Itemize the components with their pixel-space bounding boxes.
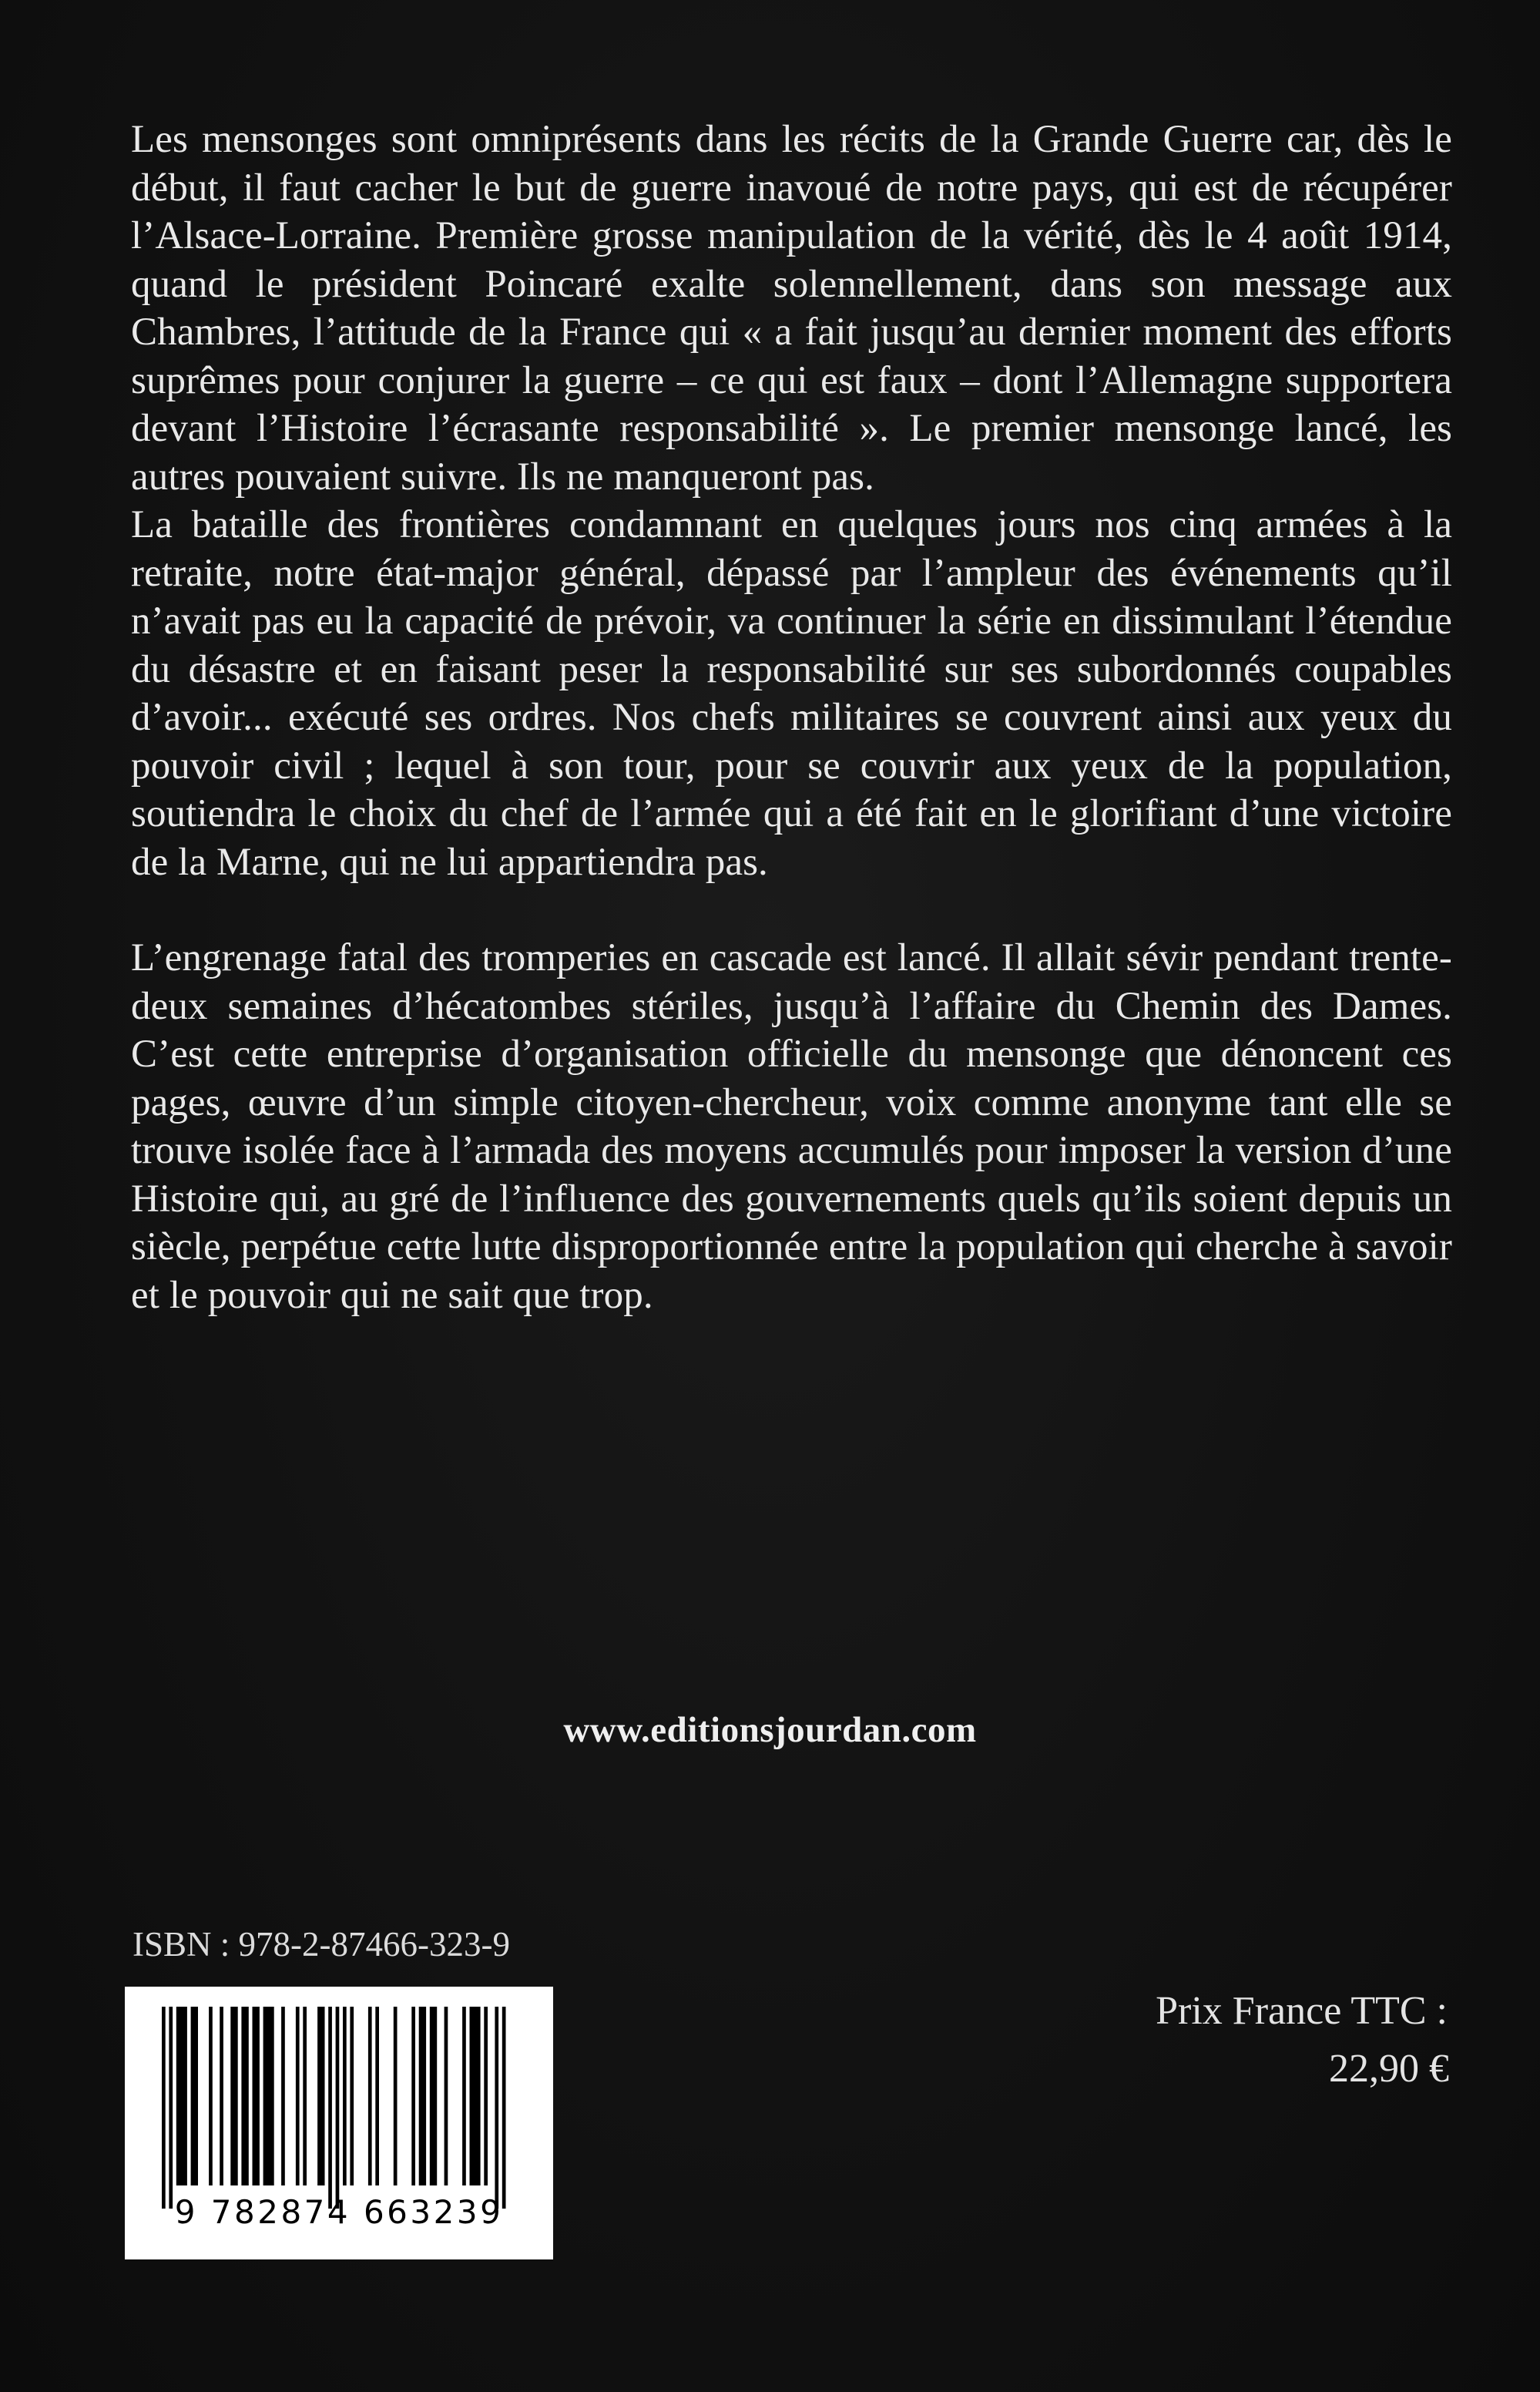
barcode-bar	[303, 2007, 307, 2185]
barcode-bar	[169, 2007, 173, 2209]
barcode-bar	[343, 2007, 347, 2185]
barcode-bar	[209, 2007, 213, 2185]
barcode-bar	[470, 2007, 481, 2185]
barcode-bar	[462, 2007, 466, 2185]
barcode-bar	[162, 2007, 166, 2209]
barcode-bar	[430, 2007, 437, 2185]
barcode-bar	[368, 2007, 372, 2185]
barcode-bar	[241, 2007, 248, 2185]
price-label: Prix France TTC :	[1156, 1989, 1448, 2033]
blurb-paragraph-2: La bataille des frontières condamnant en quelques jours nos cinq armées à la retraite, notre état-major général, dépassé par l’ampleur des événements qu’il n’avait pas eu la capacité de prévoir, va continuer la série en dissimulant l’étendue du désastre et en faisant peser la responsabilité sur ses subordonnés coupables d’avoir... exécuté ses ordres. Nos chefs militaires se couvrent ainsi aux yeux du pouvoir civil ; lequel à son tour, pour se couvrir aux yeux de la population, soutiendra le choix du chef de l’armée qui a été fait en le glorifiant d’une victoire de la Marne, qui ne lui appartiendra pas.	[131, 503, 1452, 884]
barcode	[125, 1987, 553, 2259]
blurb-paragraph-3: L’engrenage fatal des tromperies en cascade est lancé. Il allait sévir pendant trente-deux semaines d’hécatombes stériles, jusqu’à l’affaire du Chemin des Dames. C’est cette entreprise d’organisation officielle du mensonge que dénoncent ces pages, œuvre d’un simple citoyen-chercheur, voix comme anonyme tant elle se trouve isolée face à l’armada des moyens accumulés pour imposer la version d’une Histoire qui, au gré de l’influence des gouvernements quels qu’ils soient depuis un siècle, perpétue cette lutte disproportionnée entre la population qui cherche à savoir et le pouvoir qui ne sait que trop.	[131, 936, 1452, 1317]
barcode-bar	[484, 2007, 488, 2185]
barcode-bar	[445, 2007, 448, 2185]
barcode-bar	[220, 2007, 223, 2185]
barcode-bar	[495, 2007, 498, 2209]
barcode-bar	[394, 2007, 398, 2185]
barcode-bar	[263, 2007, 274, 2185]
barcode-bar	[191, 2007, 198, 2185]
barcode-bar	[230, 2007, 237, 2185]
barcode-bar	[419, 2007, 426, 2185]
isbn-label: ISBN : 978-2-87466-323-9	[133, 1925, 510, 1964]
barcode-digits: 9 782874 663239	[174, 2193, 504, 2231]
price-value: 22,90 €	[1329, 2047, 1449, 2091]
barcode-bar	[350, 2007, 354, 2185]
barcode-bar	[281, 2007, 285, 2185]
barcode-bar	[375, 2007, 379, 2185]
barcode-bar	[253, 2007, 260, 2185]
barcode-bar	[317, 2007, 324, 2185]
barcode-bar	[502, 2007, 506, 2209]
barcode-bar	[296, 2007, 300, 2185]
barcode-bar	[176, 2007, 187, 2185]
barcode-bar	[328, 2007, 332, 2209]
barcode-bar	[411, 2007, 415, 2185]
blurb-paragraph-1: Les mensonges sont omniprésents dans les récits de la Grande Guerre car, dès le début, il faut cacher le but de guerre inavoué de notre pays, qui est de récupérer l’Alsace-Lorraine. Première grosse manipulation de la vérité, dès le 4 août 1914, quand le président Poincaré exalte solennellement, dans son message aux Chambres, l’attitude de la France qui « a fait jusqu’au dernier moment des efforts suprêmes pour conjurer la guerre – ce qui est faux – dont l’Allemagne supportera devant l’Histoire l’écrasante responsabilité ». Le premier mensonge lancé, les autres pouvaient suivre. Ils ne manqueront pas.	[131, 118, 1452, 499]
barcode-bar	[336, 2007, 340, 2209]
publisher-website: www.editionsjourdan.com	[563, 1710, 977, 1750]
back-cover-blurb	[131, 116, 1452, 1319]
